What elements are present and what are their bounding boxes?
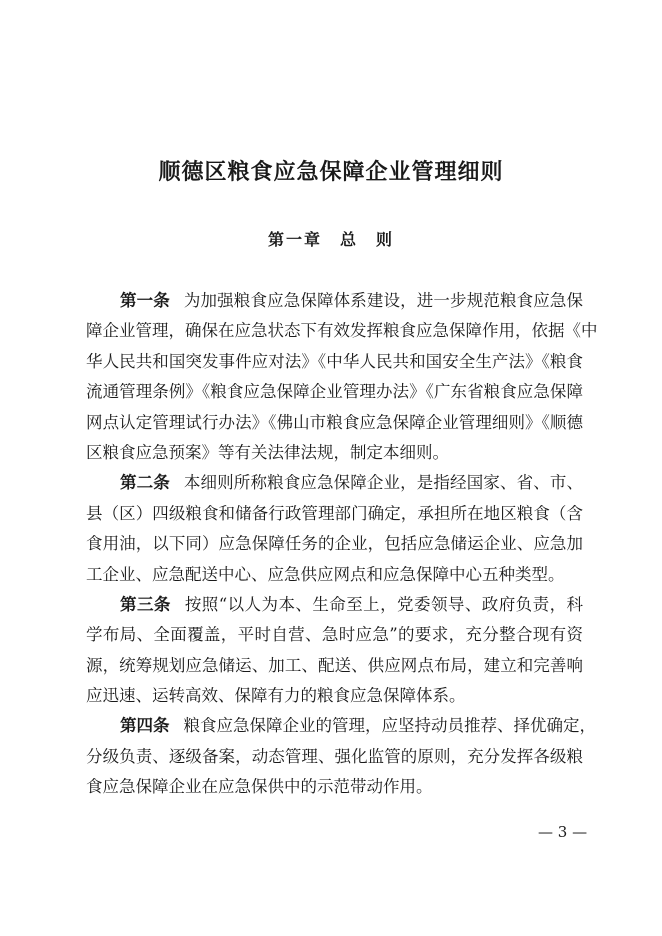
line-text: 流通管理条例》《粮食应急保障企业管理办法》《广东省粮食应急保障 bbox=[86, 382, 583, 402]
line-text: 粮食应急保障企业的管理，应坚持动员推荐、择优确定， bbox=[183, 716, 596, 736]
article-paragraph bbox=[86, 286, 598, 468]
document-title: 顺德区粮食应急保障企业管理细则 bbox=[158, 159, 504, 185]
line-text: 县（区）四级粮食和储备行政管理部门确定，承担所在地区粮食（含 bbox=[86, 503, 583, 523]
line-text: 应迅速、运转高效、保障有力的粮食应急保障体系。 bbox=[86, 686, 466, 706]
line-text: 障企业管理，确保在应急状态下有效发挥粮食应急保障作用，依据《中 bbox=[86, 321, 598, 341]
line-text: 学布局、全面覆盖，平时自营、急时应急”的要求，充分整合现有资 bbox=[86, 625, 583, 645]
article-label: 第四条 bbox=[120, 716, 170, 736]
article-paragraph bbox=[86, 711, 596, 802]
article-label: 第三条 bbox=[120, 594, 171, 614]
article-label: 第一条 bbox=[120, 291, 170, 310]
page-number: — 3 — bbox=[538, 823, 588, 841]
document-body bbox=[86, 286, 598, 803]
paragraph-line bbox=[86, 468, 583, 498]
paragraph-line bbox=[86, 620, 583, 650]
paragraph-line bbox=[86, 316, 598, 346]
paragraph-line bbox=[86, 408, 583, 438]
line-text: 为加强粮食应急保障体系建设，进一步规范粮食应急保 bbox=[183, 291, 584, 310]
line-text: 分级负责、逐级备案，动态管理、强化监管的原则，充分发挥各级粮 bbox=[86, 746, 583, 766]
chapter-heading: 第一章 总 则 bbox=[267, 230, 394, 249]
line-text: 网点认定管理试行办法》《佛山市粮食应急保障企业管理细则》《顺德 bbox=[86, 412, 583, 432]
paragraph-line bbox=[86, 347, 583, 377]
paragraph-line bbox=[86, 590, 583, 620]
line-text: 食应急保障企业在应急保供中的示范带动作用。 bbox=[86, 777, 433, 797]
line-text: 区粮食应急预案》等有关法律法规，制定本细则。 bbox=[86, 442, 449, 462]
paragraph-line bbox=[86, 681, 583, 711]
article-paragraph bbox=[86, 590, 583, 712]
line-text: 本细则所称粮食应急保障企业，是指经国家、省、市、 bbox=[183, 473, 584, 493]
paragraph-line bbox=[86, 560, 583, 590]
article-label: 第二条 bbox=[120, 473, 170, 493]
paragraph-line bbox=[86, 377, 583, 407]
paragraph-line bbox=[86, 286, 583, 316]
line-text: 工企业、应急配送中心、应急供应网点和应急保障中心五种类型。 bbox=[86, 564, 565, 584]
paragraph-line bbox=[86, 499, 583, 529]
article-paragraph bbox=[86, 468, 583, 590]
line-text: 按照“以人为本、生命至上，党委领导、政府负责，科 bbox=[184, 594, 584, 614]
paragraph-line bbox=[86, 711, 596, 741]
paragraph-line bbox=[86, 742, 583, 772]
line-text: 源，统筹规划应急储运、加工、配送、供应网点布局，建立和完善响 bbox=[86, 655, 583, 675]
line-text: 华人民共和国突发事件应对法》《中华人民共和国安全生产法》《粮食 bbox=[86, 351, 583, 371]
paragraph-line bbox=[86, 651, 583, 681]
paragraph-line bbox=[86, 772, 583, 802]
paragraph-line bbox=[86, 438, 583, 468]
paragraph-line bbox=[86, 529, 583, 559]
line-text: 食用油，以下同）应急保障任务的企业，包括应急储运企业、应急加 bbox=[86, 534, 583, 554]
